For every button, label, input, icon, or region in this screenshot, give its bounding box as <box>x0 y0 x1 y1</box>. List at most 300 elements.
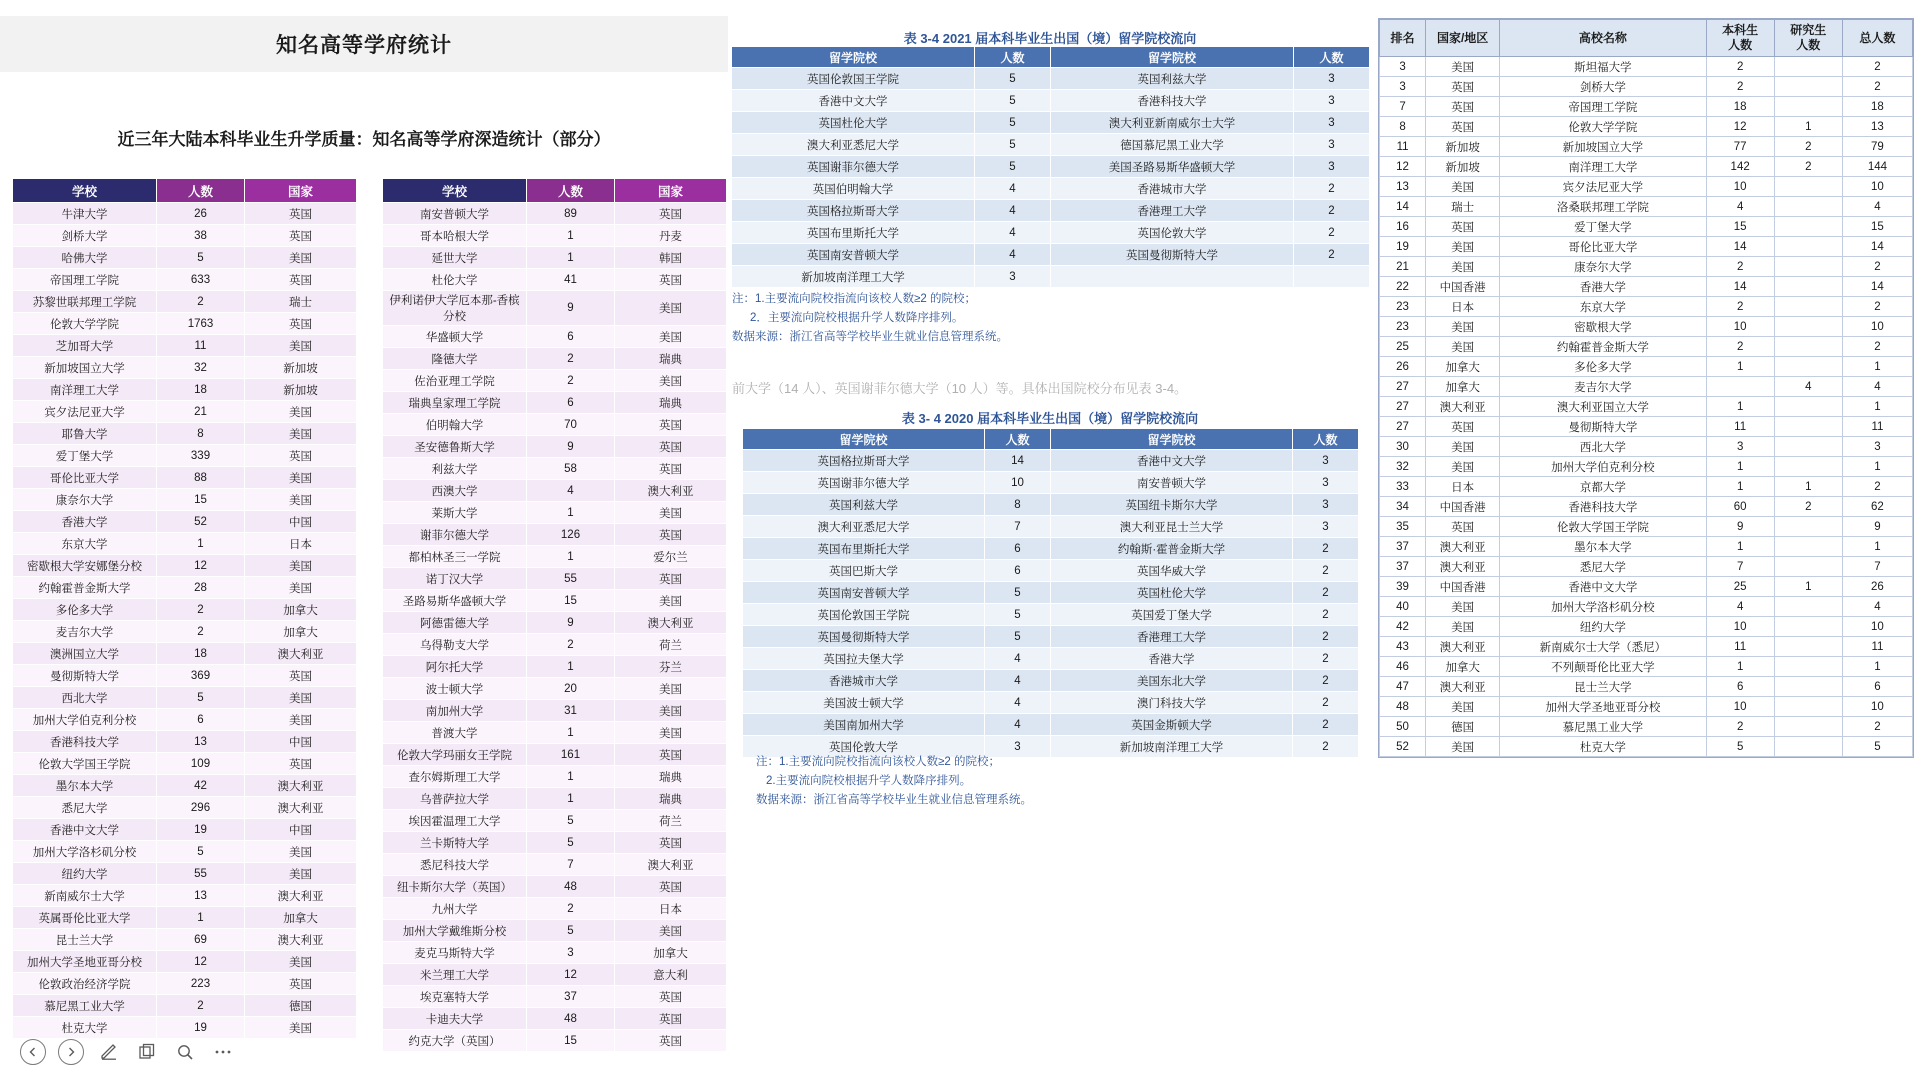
prev-page-button[interactable] <box>20 1039 46 1065</box>
cell-school-1: 英国拉夫堡大学 <box>743 648 985 670</box>
page-title: 知名高等学府统计 <box>276 34 452 57</box>
cell-postgrad <box>1774 77 1842 97</box>
cell-postgrad <box>1774 657 1842 677</box>
table-header-row <box>732 47 1370 68</box>
cell-rank: 23 <box>1380 297 1426 317</box>
cell-count-2: 2 <box>1293 648 1359 670</box>
cell-school: 莱斯大学 <box>383 502 527 524</box>
cell-school-2: 南安普顿大学 <box>1051 472 1293 494</box>
cell-rank: 21 <box>1380 257 1426 277</box>
cell-country: 美国 <box>615 326 727 348</box>
cell-school: 多伦多大学 <box>13 599 157 621</box>
cell-total: 2 <box>1842 717 1912 737</box>
cell-country: 意大利 <box>615 964 727 986</box>
cell-school: 瑞典皇家理工学院 <box>383 392 527 414</box>
table-row <box>13 753 357 775</box>
cell-school-2: 英国爱丁堡大学 <box>1051 604 1293 626</box>
cell-postgrad: 4 <box>1774 377 1842 397</box>
cell-school: 新南威尔士大学 <box>13 885 157 907</box>
table-row <box>383 269 727 291</box>
cell-count-1: 4 <box>975 222 1051 244</box>
cell-school: 查尔姆斯理工大学 <box>383 766 527 788</box>
cell-country: 加拿大 <box>1426 357 1500 377</box>
cell-count: 7 <box>527 854 615 876</box>
cell-country: 荷兰 <box>615 634 727 656</box>
col-postgrad-line2: 人数 <box>1796 38 1821 52</box>
cell-total: 9 <box>1842 517 1912 537</box>
cell-undergrad: 2 <box>1706 337 1774 357</box>
cell-school-1: 英国格拉斯哥大学 <box>743 450 985 472</box>
cell-postgrad <box>1774 637 1842 657</box>
cell-school: 纽卡斯尔大学（英国） <box>383 876 527 898</box>
cell-count-2: 3 <box>1294 134 1370 156</box>
table-row <box>13 643 357 665</box>
table-row <box>383 414 727 436</box>
cell-country: 澳大利亚 <box>245 885 357 907</box>
cell-country: 澳大利亚 <box>1426 537 1500 557</box>
cell-undergrad: 25 <box>1706 577 1774 597</box>
table-row <box>1380 657 1913 677</box>
table-row <box>13 555 357 577</box>
table-row <box>383 370 727 392</box>
cell-school-1: 英国布里斯托大学 <box>743 538 985 560</box>
cell-total: 11 <box>1842 637 1912 657</box>
cell-count-1: 14 <box>985 450 1051 472</box>
table-row <box>13 599 357 621</box>
cell-count-2: 2 <box>1294 222 1370 244</box>
cell-school-2: 香港理工大学 <box>1051 626 1293 648</box>
cell-count-1: 5 <box>975 68 1051 90</box>
cell-country: 英国 <box>615 414 727 436</box>
table-row <box>383 898 727 920</box>
cell-count: 296 <box>157 797 245 819</box>
table-row <box>383 612 727 634</box>
cell-country: 澳大利亚 <box>615 612 727 634</box>
cell-school: 墨尔本大学 <box>1500 537 1706 557</box>
cell-school: 昆士兰大学 <box>13 929 157 951</box>
cell-school: 宾夕法尼亚大学 <box>1500 177 1706 197</box>
cell-school-1: 英国伦敦国王学院 <box>743 604 985 626</box>
table2-notes <box>756 753 1032 810</box>
table-row <box>383 326 727 348</box>
table-row <box>383 568 727 590</box>
cell-country: 澳大利亚 <box>1426 557 1500 577</box>
cell-school: 密歇根大学 <box>1500 317 1706 337</box>
cell-count-2: 3 <box>1294 68 1370 90</box>
table-row <box>383 810 727 832</box>
table-row <box>383 766 727 788</box>
viewer-toolbar[interactable] <box>10 1032 246 1072</box>
cell-postgrad <box>1774 297 1842 317</box>
cell-school: 香港大学 <box>13 511 157 533</box>
cell-school: 洛桑联邦理工学院 <box>1500 197 1706 217</box>
cell-total: 144 <box>1842 157 1912 177</box>
cell-country: 英国 <box>245 203 357 225</box>
cell-country: 美国 <box>615 700 727 722</box>
table-row <box>383 634 727 656</box>
cell-country: 德国 <box>245 995 357 1017</box>
table-row <box>383 458 727 480</box>
left-table-b <box>382 178 727 1052</box>
cell-total: 1 <box>1842 537 1912 557</box>
table-row <box>13 247 357 269</box>
cell-school-1: 英国利兹大学 <box>743 494 985 516</box>
left-table-a <box>12 178 357 1039</box>
cell-school-2: 香港科技大学 <box>1051 90 1294 112</box>
cell-count-1: 4 <box>975 244 1051 266</box>
cell-undergrad: 1 <box>1706 397 1774 417</box>
cell-country: 英国 <box>615 744 727 766</box>
cell-country: 英国 <box>615 1030 727 1052</box>
cell-country: 美国 <box>245 863 357 885</box>
table-2021-destinations <box>731 46 1370 288</box>
cell-total: 4 <box>1842 597 1912 617</box>
cell-school: 帝国理工学院 <box>13 269 157 291</box>
cell-school: 伦敦大学国王学院 <box>1500 517 1706 537</box>
cell-count: 37 <box>527 986 615 1008</box>
more-button[interactable] <box>210 1039 236 1065</box>
table-row <box>743 626 1359 648</box>
cell-country: 日本 <box>245 533 357 555</box>
cell-country: 英国 <box>245 313 357 335</box>
table-row <box>13 665 357 687</box>
cell-postgrad: 1 <box>1774 477 1842 497</box>
cell-count: 12 <box>527 964 615 986</box>
cell-school-2: 约翰斯·霍普金斯大学 <box>1051 538 1293 560</box>
table-row <box>1380 97 1913 117</box>
cell-school: 康奈尔大学 <box>1500 257 1706 277</box>
cell-undergrad: 15 <box>1706 217 1774 237</box>
cell-school: 康奈尔大学 <box>13 489 157 511</box>
cell-total: 1 <box>1842 657 1912 677</box>
cell-undergrad: 7 <box>1706 557 1774 577</box>
note-line: 数据来源：浙江省高等学校毕业生就业信息管理系统。 <box>756 794 1032 806</box>
table-row <box>13 577 357 599</box>
cell-rank: 48 <box>1380 697 1426 717</box>
search-button[interactable] <box>172 1039 198 1065</box>
cell-school: 东京大学 <box>1500 297 1706 317</box>
cell-total: 79 <box>1842 137 1912 157</box>
table-row <box>383 1030 727 1052</box>
cell-country: 瑞典 <box>615 392 727 414</box>
cell-total: 2 <box>1842 77 1912 97</box>
cell-country: 中国香港 <box>1426 577 1500 597</box>
cell-school-2: 澳大利亚昆士兰大学 <box>1051 516 1293 538</box>
cell-country: 澳大利亚 <box>245 929 357 951</box>
chevron-left-icon <box>27 1046 39 1058</box>
cell-postgrad <box>1774 717 1842 737</box>
note-line: 注：1.主要流向院校指流向该校人数≥2 的院校； <box>732 293 976 305</box>
cell-school: 阿尔托大学 <box>383 656 527 678</box>
table-row <box>1380 717 1913 737</box>
table1-notes <box>732 290 1008 347</box>
cell-rank: 39 <box>1380 577 1426 597</box>
table-row <box>1380 437 1913 457</box>
cell-total: 10 <box>1842 317 1912 337</box>
cell-country: 英国 <box>1426 117 1500 137</box>
cell-undergrad: 10 <box>1706 317 1774 337</box>
cell-count: 126 <box>527 524 615 546</box>
cell-country: 日本 <box>1426 477 1500 497</box>
cell-country: 英国 <box>615 524 727 546</box>
cell-school: 新加坡国立大学 <box>1500 137 1706 157</box>
cell-country: 日本 <box>615 898 727 920</box>
cell-school: 斯坦福大学 <box>1500 57 1706 77</box>
cell-school-1: 英国伦敦国王学院 <box>732 68 975 90</box>
cell-school-2: 英国利兹大学 <box>1051 68 1294 90</box>
cell-country: 英国 <box>615 458 727 480</box>
cell-rank: 46 <box>1380 657 1426 677</box>
cell-school: 澳大利亚国立大学 <box>1500 397 1706 417</box>
cell-rank: 11 <box>1380 137 1426 157</box>
cell-undergrad: 60 <box>1706 497 1774 517</box>
cell-total: 4 <box>1842 197 1912 217</box>
cell-school: 乌得勒支大学 <box>383 634 527 656</box>
cell-school-1: 澳大利亚悉尼大学 <box>732 134 975 156</box>
cell-count: 8 <box>157 423 245 445</box>
table-row <box>13 225 357 247</box>
cell-undergrad: 3 <box>1706 437 1774 457</box>
cell-total: 10 <box>1842 177 1912 197</box>
cell-count-1: 3 <box>975 266 1051 288</box>
cell-count: 1 <box>527 225 615 247</box>
cell-country: 美国 <box>245 687 357 709</box>
cell-school: 华盛顿大学 <box>383 326 527 348</box>
cell-school: 加州大学洛杉矶分校 <box>1500 597 1706 617</box>
cell-count: 32 <box>157 357 245 379</box>
cell-school-1: 英国谢菲尔德大学 <box>732 156 975 178</box>
cell-country: 美国 <box>1426 737 1500 757</box>
cell-count: 13 <box>157 885 245 907</box>
cell-country: 丹麦 <box>615 225 727 247</box>
table-row <box>13 423 357 445</box>
cell-country: 芬兰 <box>615 656 727 678</box>
cell-total: 18 <box>1842 97 1912 117</box>
table-header-row <box>1380 20 1913 57</box>
table-row <box>13 731 357 753</box>
table-header-row <box>383 179 727 203</box>
table-row <box>383 291 727 326</box>
cell-postgrad: 2 <box>1774 497 1842 517</box>
cell-undergrad: 6 <box>1706 677 1774 697</box>
cell-country: 英国 <box>1426 217 1500 237</box>
cell-school: 伯明翰大学 <box>383 414 527 436</box>
cell-school: 香港大学 <box>1500 277 1706 297</box>
table-row <box>743 538 1359 560</box>
cell-count-1: 7 <box>985 516 1051 538</box>
annotate-button[interactable] <box>96 1039 122 1065</box>
cell-count: 55 <box>157 863 245 885</box>
cell-rank: 23 <box>1380 317 1426 337</box>
table-row <box>13 687 357 709</box>
cell-country: 美国 <box>245 489 357 511</box>
cell-country: 澳大利亚 <box>245 797 357 819</box>
cell-school: 西北大学 <box>1500 437 1706 457</box>
table-row <box>1380 137 1913 157</box>
cell-school: 埃因霍温理工大学 <box>383 810 527 832</box>
table-row <box>13 907 357 929</box>
cell-undergrad: 18 <box>1706 97 1774 117</box>
cell-school: 哥本哈根大学 <box>383 225 527 247</box>
cell-count: 13 <box>157 731 245 753</box>
cell-school: 加州大学伯克利分校 <box>13 709 157 731</box>
table1-caption: 表 3-4 2021 届本科毕业生出国（境）留学院校流向 <box>903 31 1197 46</box>
cell-count: 6 <box>527 392 615 414</box>
cell-school: 九州大学 <box>383 898 527 920</box>
cell-school: 加州大学洛杉矶分校 <box>13 841 157 863</box>
table-row <box>13 445 357 467</box>
cell-country: 英国 <box>615 269 727 291</box>
cell-count: 6 <box>527 326 615 348</box>
cell-count-1: 5 <box>975 156 1051 178</box>
cell-postgrad <box>1774 437 1842 457</box>
cell-school-2: 英国华威大学 <box>1051 560 1293 582</box>
table-row <box>1380 157 1913 177</box>
cell-country: 英国 <box>1426 97 1500 117</box>
cell-total: 2 <box>1842 297 1912 317</box>
table-row <box>383 986 727 1008</box>
cell-school: 慕尼黑工业大学 <box>13 995 157 1017</box>
cell-rank: 52 <box>1380 737 1426 757</box>
table-row <box>13 511 357 533</box>
copy-button[interactable] <box>134 1039 160 1065</box>
cell-postgrad <box>1774 337 1842 357</box>
table-row <box>743 692 1359 714</box>
cell-country: 美国 <box>615 502 727 524</box>
table-row <box>13 841 357 863</box>
cell-undergrad: 12 <box>1706 117 1774 137</box>
cell-country: 瑞典 <box>615 788 727 810</box>
table-row <box>383 392 727 414</box>
cell-country: 日本 <box>1426 297 1500 317</box>
table-row <box>383 942 727 964</box>
table-row <box>1380 397 1913 417</box>
cell-undergrad: 14 <box>1706 277 1774 297</box>
cell-country: 美国 <box>245 247 357 269</box>
cell-country: 澳大利亚 <box>245 775 357 797</box>
next-page-button[interactable] <box>58 1039 84 1065</box>
cell-total: 11 <box>1842 417 1912 437</box>
cell-school-1: 香港中文大学 <box>732 90 975 112</box>
cell-postgrad <box>1774 417 1842 437</box>
col-school-2: 留学院校 <box>1051 429 1293 450</box>
table-row <box>1380 497 1913 517</box>
cell-school-1: 英国伯明翰大学 <box>732 178 975 200</box>
table-row <box>13 951 357 973</box>
cell-school: 爱丁堡大学 <box>1500 217 1706 237</box>
table-row <box>383 590 727 612</box>
table-row <box>13 863 357 885</box>
cell-school: 圣安德鲁斯大学 <box>383 436 527 458</box>
cell-count-1: 4 <box>985 648 1051 670</box>
cell-school: 悉尼科技大学 <box>383 854 527 876</box>
cell-country: 瑞典 <box>615 766 727 788</box>
cell-undergrad: 11 <box>1706 417 1774 437</box>
cell-country: 澳大利亚 <box>615 854 727 876</box>
cell-total: 3 <box>1842 437 1912 457</box>
table2-caption: 表 3- 4 2020 届本科毕业生出国（境）留学院校流向 <box>901 411 1199 426</box>
cell-country: 美国 <box>1426 57 1500 77</box>
cell-school: 兰卡斯特大学 <box>383 832 527 854</box>
middle-document-panel <box>728 0 1372 1080</box>
cell-count: 1 <box>157 533 245 555</box>
cell-school-2: 香港中文大学 <box>1051 450 1293 472</box>
cell-school: 约翰霍普金斯大学 <box>1500 337 1706 357</box>
note-line: 2.主要流向院校根据升学人数降序排列。 <box>766 775 972 787</box>
cell-count-1: 4 <box>985 714 1051 736</box>
cell-postgrad <box>1774 677 1842 697</box>
cell-country: 英国 <box>615 568 727 590</box>
table-row <box>383 436 727 458</box>
cell-country: 美国 <box>1426 457 1500 477</box>
cell-postgrad <box>1774 597 1842 617</box>
table-row <box>13 467 357 489</box>
cell-school: 香港中文大学 <box>1500 577 1706 597</box>
cell-country: 英国 <box>615 832 727 854</box>
col-school-1: 留学院校 <box>743 429 985 450</box>
cell-count-1: 4 <box>985 670 1051 692</box>
cell-school: 芝加哥大学 <box>13 335 157 357</box>
cell-country: 美国 <box>245 577 357 599</box>
table-row <box>743 648 1359 670</box>
cell-school-1: 澳大利亚悉尼大学 <box>743 516 985 538</box>
cell-count: 369 <box>157 665 245 687</box>
cell-school: 纽约大学 <box>13 863 157 885</box>
cell-school-2: 澳门科技大学 <box>1051 692 1293 714</box>
cell-country: 瑞士 <box>1426 197 1500 217</box>
table-row <box>743 494 1359 516</box>
cell-school: 南安普顿大学 <box>383 203 527 225</box>
cell-count-1: 6 <box>985 538 1051 560</box>
cell-count-1: 8 <box>985 494 1051 516</box>
cell-count: 28 <box>157 577 245 599</box>
cell-country: 荷兰 <box>615 810 727 832</box>
cell-school: 都柏林圣三一学院 <box>383 546 527 568</box>
table-header-row <box>13 179 357 203</box>
cell-undergrad: 10 <box>1706 177 1774 197</box>
cell-count: 2 <box>527 898 615 920</box>
cell-school: 南洋理工大学 <box>13 379 157 401</box>
cell-school: 耶鲁大学 <box>13 423 157 445</box>
table-row <box>1380 537 1913 557</box>
right-document-panel <box>1372 0 1920 1080</box>
cell-school-1: 英国布里斯托大学 <box>732 222 975 244</box>
cell-country: 美国 <box>615 920 727 942</box>
col-country-region: 国家/地区 <box>1426 20 1500 57</box>
table-row <box>383 656 727 678</box>
table-row <box>1380 677 1913 697</box>
cell-school: 杜克大学 <box>13 1017 157 1039</box>
cell-count-2: 3 <box>1294 156 1370 178</box>
cell-count: 9 <box>527 436 615 458</box>
cell-postgrad: 1 <box>1774 117 1842 137</box>
cell-count: 223 <box>157 973 245 995</box>
cell-count: 2 <box>157 995 245 1017</box>
cell-school: 苏黎世联邦理工学院 <box>13 291 157 313</box>
cell-school-1: 英国格拉斯哥大学 <box>732 200 975 222</box>
cell-school: 普渡大学 <box>383 722 527 744</box>
cell-country: 美国 <box>245 709 357 731</box>
table-row <box>13 203 357 225</box>
cell-postgrad <box>1774 277 1842 297</box>
cell-country: 英国 <box>1426 77 1500 97</box>
cell-school: 麦克马斯特大学 <box>383 942 527 964</box>
cell-school-2: 德国慕尼黑工业大学 <box>1051 134 1294 156</box>
cell-undergrad: 1 <box>1706 477 1774 497</box>
cell-count-2: 3 <box>1293 472 1359 494</box>
table-row <box>732 244 1370 266</box>
cell-school: 剑桥大学 <box>1500 77 1706 97</box>
